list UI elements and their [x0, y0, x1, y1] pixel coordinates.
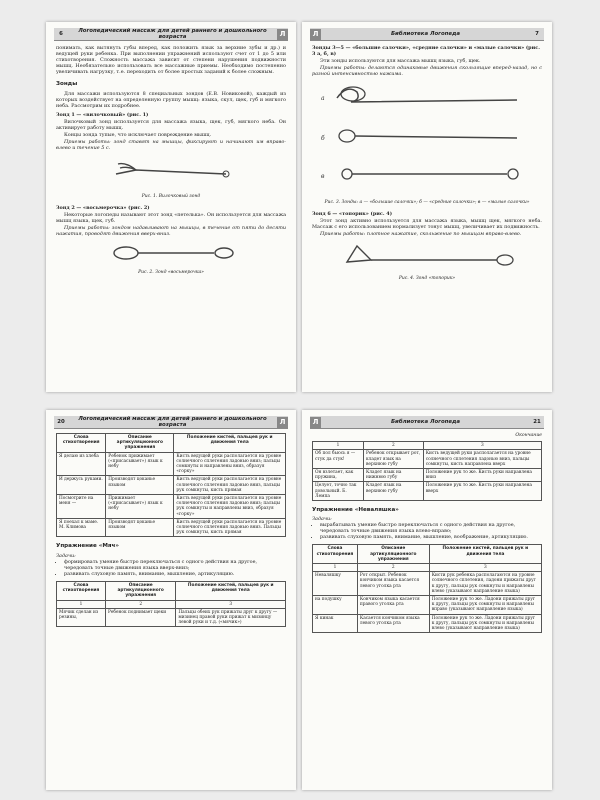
figure-caption: Рис. 1. Вилочковый зонд	[141, 194, 201, 200]
table-row	[313, 564, 542, 572]
paragraph: Приемы работы: плотное нажатие, скольжение по мышцам вправо-влево.	[320, 230, 522, 237]
table-cell: Кисть ведущей руки располагается на уровне солнечного сплетения ладонью вниз; пальцы сомкнуты и направлены вниз, образуя «горку»	[174, 452, 286, 476]
hatchet-probe-illustration	[327, 238, 527, 274]
table-cell: Кисть ведущей руки располагается на уровне солнечного сплетения ладонью вниз. Пальцы рук сомкнуты, кисть прямая	[174, 518, 286, 537]
page-number: 21	[533, 419, 541, 425]
table-cell: Кончиком языка касается правого уголка рта	[357, 596, 429, 615]
table-cell: Кисть ведущей руки располагается на уровне солнечного сплетения ладонью вниз, пальцы рук сомкнуты, кисть прямая	[174, 476, 286, 495]
table-row	[57, 600, 286, 608]
page-number: 7	[535, 31, 539, 37]
table-row	[57, 608, 286, 627]
page-number: 20	[57, 419, 65, 425]
table-row	[313, 450, 542, 469]
table-cell: Мячик сделан из резины,	[57, 608, 106, 627]
table-cell: Положение рук то же. Кисть руки направлена вверх	[423, 482, 541, 501]
paragraph: Приемы работы: делаются одинаковые движения скользящие вперед-назад, но с разной интенсивностью нажима.	[312, 65, 542, 78]
column-header: Положение кистей, пальцев рук и движения тела	[174, 434, 286, 453]
table-cell: 1	[57, 600, 106, 608]
list-item: • вырабатывать умение быстро переключаться с одного действия на другое, чередовать точные движения языка влево-вправо;	[320, 522, 542, 534]
table-cell: Ребенок поднимает щеки	[105, 608, 175, 627]
table-cell: Прижимает («присасывает») язык к небу	[106, 495, 174, 519]
paragraph: понимать, как вытянуть губы вперед, как положить язык за верхние зубы и др.) и ведущей руки ребенка. При выполнении упражнений используют счет от 1 до 5 или стихотворения. Сложность массажа зависит от степени нарушения подвижности мышц. Необязательно использовать все массажные приемы. Необходимо постепенно увеличивать нагрузку, т.е. переходить от более простых заданий к более сложным.	[56, 45, 286, 76]
table-cell: 2	[357, 564, 429, 572]
page-7	[302, 22, 552, 392]
table-row	[313, 596, 542, 615]
continuation-label: Окончание	[515, 433, 542, 438]
list-item: • формировать умение быстро переключаться с одного действия на другое, чередовать точные движения языка вверх-вниз;	[64, 559, 286, 571]
logo-icon: Л	[310, 29, 321, 40]
paragraph: Эти зонды используются для массажа мышц языка, губ, щек.	[320, 58, 481, 65]
paragraph: Вилочковый зонд используется для массажа языка, щек, губ, мягкого неба. Он активирует работу мышц.	[56, 118, 286, 132]
table-cell: Он взлетает, как пружина,	[313, 468, 364, 481]
table-cell: Кисть ведущей руки располагается на уровне солнечного сплетения ладонью вниз, пальцы сомкнуты, кисть направлена вверх	[423, 450, 541, 469]
column-header: Описание артикуляционного упражнения	[105, 581, 175, 600]
exercise-table	[312, 441, 542, 501]
table-cell: Об пол бьюсь я — стук да стук!	[313, 450, 364, 469]
list-item: • развивать слуховую память, внимание, мышление, артикуляцию.	[64, 571, 286, 577]
table-cell: 3	[423, 442, 541, 450]
section-heading: Зонды	[56, 81, 78, 88]
fork-probe-illustration	[96, 152, 246, 192]
table-cell: Производят цоканье языком	[106, 476, 174, 495]
table-cell: Неваляшку	[313, 572, 358, 596]
page-20	[46, 410, 296, 790]
table-row	[313, 468, 542, 481]
table-cell: Рот открыт. Ребенок кончиком языка касается левого уголка рта	[357, 572, 429, 596]
table-row	[313, 482, 542, 501]
page-header	[310, 416, 544, 429]
table-cell: Касается кончиком языка левого уголка рта	[357, 614, 429, 633]
table-cell: Положение рук то же. Кисть руки направлена вниз	[423, 468, 541, 481]
subheading: Зонд 6 — «топорик» (рис. 4)	[312, 210, 393, 217]
page-header	[310, 28, 544, 41]
table-cell: Кисть ведущей руки располагается на уровне солнечного сплетения ладонью вниз; пальцы рук сомкнуты и направлены вниз, образуя «горку»	[174, 495, 286, 519]
column-header: Слова стихотворения	[57, 434, 106, 453]
exercise-table	[56, 581, 286, 627]
table-cell: 3	[176, 600, 286, 608]
section-heading: Упражнение «Неваляшка»	[312, 506, 399, 513]
table-cell: И держусь руками.	[57, 476, 106, 495]
page-6	[46, 22, 296, 392]
table-cell: на подушку	[313, 596, 358, 615]
table-cell: Я делаю из хлеба	[57, 452, 106, 476]
logo-icon: Л	[277, 29, 288, 40]
logo-icon: Л	[310, 417, 321, 428]
table-cell: Пальцы обеих рук прижаты друг к другу — мизинец правой руки прижат к мизинцу левой руки и т.д. («мячик»)	[176, 608, 286, 627]
page-header	[54, 416, 288, 429]
exercise-table	[312, 544, 542, 633]
figure-caption: Рис. 2. Зонд «восьмерочка»	[138, 269, 204, 275]
table-cell: Положение рук то же. Ладони прижаты друг к другу, пальцы рук сомкнуты и направлены вправо (указывают направление языка)	[429, 596, 541, 615]
table-cell: 2	[363, 442, 423, 450]
table-row	[57, 495, 286, 519]
task-list	[56, 559, 286, 577]
figure-label-a: а	[321, 95, 325, 103]
paragraph: Этот зонд активно используется для массажа языка, мышц щек, мягкого неба. Массаж с его использованием нормализует тонус мышц, увеличивает их подвижность.	[312, 217, 542, 230]
paragraph: Приемы работы: зонд ставят на мышцы, фиксируют и начинают им вправо-влево и течение 5 с.	[56, 139, 286, 152]
table-cell: Кисти рук ребенка располагаются на уровне солнечного сплетения, ладони прижаты друг к другу, пальцы рук сомкнуты и направлены влево (указывают направление языка)	[429, 572, 541, 596]
table-row	[57, 476, 286, 495]
column-header: Положение кистей, пальцев рук и движения тела	[429, 545, 541, 564]
table-cell: Ребенок прижимает («присасывает») язык к небу	[106, 452, 174, 476]
page-header	[54, 28, 288, 41]
subheading: Зонды 3—5 — «большие салочки», «средние салочки» и «малые салочки» (рис. 3 а, б, в)	[312, 45, 540, 58]
column-header: Описание артикуляционного упражнения	[106, 434, 174, 453]
table-row	[313, 442, 542, 450]
tasks-label: Задачи:	[56, 552, 76, 559]
table-cell: Целует, точно так довольный. Б. Лемпа	[313, 482, 364, 501]
eight-probe-illustration	[96, 238, 246, 268]
page-21	[302, 410, 552, 790]
section-heading: Упражнение «Мяч»	[56, 543, 119, 550]
subheading: Зонд 1 — «вилочковый» (рис. 1)	[56, 111, 149, 118]
paragraph: Приемы работы: зондом надавливают на мышцы, в течение от пяти до десяти нажатия, проводят движения вверх-вниз.	[56, 224, 286, 237]
table-cell: Кладет язык на нижнюю губу	[363, 468, 423, 481]
table-cell: Производят цоканье языком	[106, 518, 174, 537]
table-cell: 3	[429, 564, 541, 572]
table-cell: Я кинак	[313, 614, 358, 633]
table-row	[57, 518, 286, 537]
paragraph: Некоторые логопеды называют этот зонд «петелька». Он используется для массажа мышц языка, щек, губ.	[56, 211, 286, 224]
table-cell: Положение рук то же. Ладони прижаты друг к другу, пальцы рук сомкнуты и направлены влево (указывают направление языка)	[429, 614, 541, 633]
table-row	[313, 572, 542, 596]
table-cell: Посмотрите на меня —	[57, 495, 106, 519]
task-list	[312, 522, 542, 540]
running-title: Логопедический массаж для детей раннего и дошкольного возраста	[78, 416, 267, 428]
list-item: • развивать слуховую память, внимание, мышление, воображение, артикуляцию.	[320, 534, 542, 540]
table-row	[57, 452, 286, 476]
table-cell: Кладет язык на верхнюю губу	[363, 482, 423, 501]
column-header: Слова стихотворения	[57, 581, 106, 600]
column-header: Слова стихотворения	[313, 545, 358, 564]
table-cell: 1	[313, 442, 364, 450]
column-header: Описание артикуляционного упражнения	[357, 545, 429, 564]
tasks-label: Задачи:	[312, 516, 332, 523]
figure-label-v: в	[321, 173, 325, 181]
table-cell: 1	[313, 564, 358, 572]
exercise-table	[56, 433, 286, 537]
running-title: Логопедический массаж для детей раннего и дошкольного возраста	[78, 28, 267, 40]
running-title: Библиотека Логопеда	[390, 419, 461, 425]
paragraph: Концы зонда тупые, что исключает повреждение мышц.	[64, 132, 212, 139]
figure-caption: Рис. 4. Зонд «топорик»	[398, 275, 456, 281]
table-cell: Я поехал к маме. М. Климова	[57, 518, 106, 537]
subheading: Зонд 2 — «восьмерочка» (рис. 2)	[56, 204, 150, 211]
running-title: Библиотека Логопеда	[390, 31, 461, 37]
paragraph: Для массажи используются 8 специальных зондов (Е.В. Новиковой), каждый из которых воздействует на определенную группу мышц: языка, скул, щек, губ и мягкого неба. Рассмотрим их подробнее.	[56, 90, 286, 109]
table-row	[313, 614, 542, 633]
column-header: Положение кистей, пальцев рук и движения тела	[176, 581, 286, 600]
figure-label-b: б	[321, 135, 325, 143]
table-cell: 2	[105, 600, 175, 608]
page-number: 6	[59, 31, 63, 37]
logo-icon: Л	[277, 417, 288, 428]
table-cell: Ребенок открывает рот, кладет язык на верхнюю губу	[363, 450, 423, 469]
skid-probes-illustration	[317, 78, 537, 198]
figure-caption: Рис. 3. Зонды: а — «большие салочки»; б — «средние салочки»; в — «малые салочки»	[324, 200, 530, 206]
